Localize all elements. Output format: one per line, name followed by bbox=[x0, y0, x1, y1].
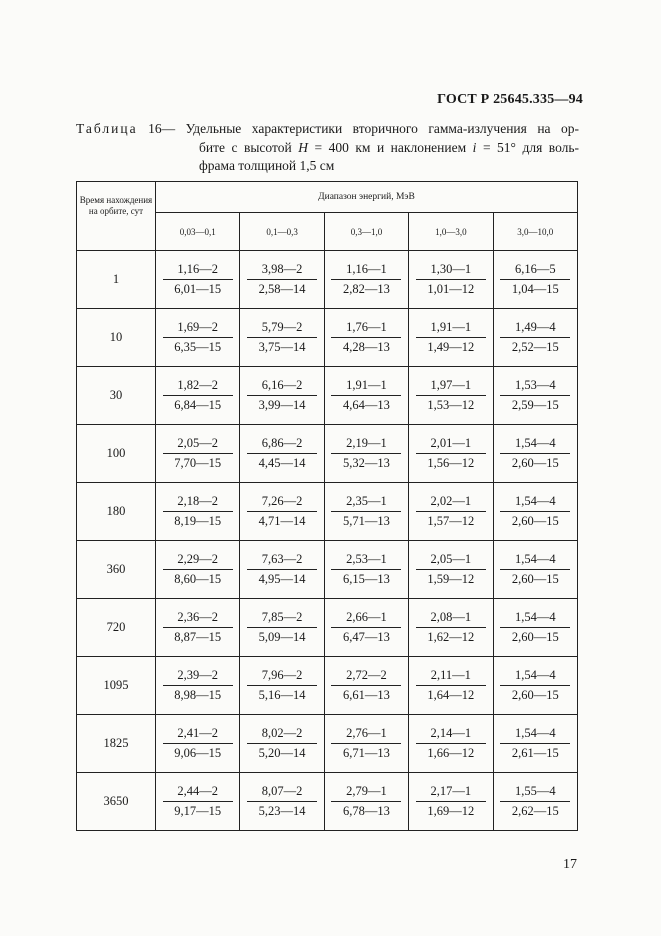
value-pair bbox=[409, 378, 492, 413]
value-pair bbox=[409, 494, 492, 529]
value-cell bbox=[156, 541, 240, 599]
value-pair bbox=[240, 726, 323, 761]
value-pair bbox=[325, 552, 408, 587]
numerator-value: 7,96—2 bbox=[247, 668, 317, 686]
value-pair bbox=[325, 320, 408, 355]
denominator-value: 4,64—13 bbox=[343, 398, 390, 412]
value-cell bbox=[409, 773, 493, 831]
value-pair bbox=[409, 552, 492, 587]
numerator-value: 1,54—4 bbox=[500, 610, 570, 628]
value-pair bbox=[156, 784, 239, 819]
denominator-value: 1,56—12 bbox=[427, 456, 475, 470]
denominator-value: 5,20—14 bbox=[258, 746, 306, 760]
time-cell: 1095 bbox=[77, 657, 156, 715]
value-cell bbox=[156, 483, 240, 541]
time-cell: 3650 bbox=[77, 773, 156, 831]
value-pair bbox=[325, 494, 408, 529]
denominator-value: 6,35—15 bbox=[174, 340, 222, 354]
denominator-value: 3,99—14 bbox=[258, 398, 306, 412]
denominator-value: 2,52—15 bbox=[511, 340, 559, 354]
time-cell: 100 bbox=[77, 425, 156, 483]
denominator-value: 2,60—15 bbox=[511, 572, 559, 586]
time-cell: 720 bbox=[77, 599, 156, 657]
numerator-value: 1,53—4 bbox=[500, 378, 570, 396]
value-pair bbox=[409, 726, 492, 761]
numerator-value: 2,79—1 bbox=[331, 784, 401, 802]
value-pair bbox=[240, 494, 323, 529]
value-pair bbox=[409, 320, 492, 355]
value-pair bbox=[409, 784, 492, 819]
table-row bbox=[77, 483, 578, 541]
denominator-value: 5,23—14 bbox=[258, 804, 306, 818]
value-cell bbox=[240, 599, 324, 657]
value-pair bbox=[494, 494, 577, 529]
value-pair bbox=[325, 784, 408, 819]
numerator-value: 2,08—1 bbox=[416, 610, 486, 628]
value-pair bbox=[325, 262, 408, 297]
value-cell bbox=[409, 425, 493, 483]
caption-text-1: — Удельные характеристики вторичного гамма-излучения на ор- bbox=[161, 121, 580, 136]
table-row bbox=[77, 657, 578, 715]
denominator-value: 5,16—14 bbox=[258, 688, 306, 702]
value-pair bbox=[494, 320, 577, 355]
value-cell bbox=[156, 599, 240, 657]
value-cell bbox=[493, 773, 577, 831]
value-cell bbox=[493, 367, 577, 425]
numerator-value: 2,14—1 bbox=[416, 726, 486, 744]
value-pair bbox=[494, 552, 577, 587]
numerator-value: 1,16—2 bbox=[163, 262, 233, 280]
value-cell bbox=[240, 715, 324, 773]
table-row bbox=[77, 367, 578, 425]
denominator-value: 4,71—14 bbox=[258, 514, 306, 528]
numerator-value: 1,55—4 bbox=[500, 784, 570, 802]
denominator-value: 5,71—13 bbox=[343, 514, 390, 528]
numerator-value: 2,19—1 bbox=[331, 436, 401, 454]
value-pair bbox=[494, 668, 577, 703]
caption-line-1 bbox=[76, 120, 579, 139]
value-cell bbox=[324, 483, 408, 541]
value-cell bbox=[324, 773, 408, 831]
denominator-value: 1,66—12 bbox=[427, 746, 475, 760]
value-cell bbox=[409, 715, 493, 773]
numerator-value: 1,30—1 bbox=[416, 262, 486, 280]
value-cell bbox=[493, 309, 577, 367]
value-pair bbox=[494, 378, 577, 413]
table-row bbox=[77, 309, 578, 367]
value-cell bbox=[324, 251, 408, 309]
value-pair bbox=[494, 436, 577, 471]
time-cell: 10 bbox=[77, 309, 156, 367]
numerator-value: 2,17—1 bbox=[416, 784, 486, 802]
numerator-value: 2,39—2 bbox=[163, 668, 233, 686]
numerator-value: 1,49—4 bbox=[500, 320, 570, 338]
value-cell bbox=[409, 483, 493, 541]
numerator-value: 1,97—1 bbox=[416, 378, 486, 396]
value-cell bbox=[493, 483, 577, 541]
value-pair bbox=[156, 610, 239, 645]
numerator-value: 7,63—2 bbox=[247, 552, 317, 570]
denominator-value: 8,60—15 bbox=[174, 572, 222, 586]
denominator-value: 1,01—12 bbox=[427, 282, 475, 296]
value-cell bbox=[240, 367, 324, 425]
value-cell bbox=[240, 425, 324, 483]
value-pair bbox=[409, 610, 492, 645]
denominator-value: 1,57—12 bbox=[427, 514, 475, 528]
value-cell bbox=[324, 309, 408, 367]
value-cell bbox=[409, 657, 493, 715]
numerator-value: 7,26—2 bbox=[247, 494, 317, 512]
numerator-value: 2,01—1 bbox=[416, 436, 486, 454]
denominator-value: 2,60—15 bbox=[511, 514, 559, 528]
value-cell bbox=[409, 599, 493, 657]
numerator-value: 1,91—1 bbox=[331, 378, 401, 396]
denominator-value: 6,61—13 bbox=[343, 688, 390, 702]
value-pair bbox=[240, 378, 323, 413]
document-code: ГОСТ Р 25645.335—94 bbox=[437, 92, 583, 107]
value-cell bbox=[240, 309, 324, 367]
value-cell bbox=[409, 251, 493, 309]
caption-label: Таблица bbox=[76, 121, 138, 136]
numerator-value: 1,54—4 bbox=[500, 494, 570, 512]
value-pair bbox=[156, 378, 239, 413]
denominator-value: 8,98—15 bbox=[174, 688, 222, 702]
value-pair bbox=[240, 320, 323, 355]
value-pair bbox=[156, 668, 239, 703]
value-pair bbox=[409, 668, 492, 703]
denominator-value: 9,17—15 bbox=[174, 804, 222, 818]
denominator-value: 2,60—15 bbox=[511, 630, 559, 644]
denominator-value: 1,64—12 bbox=[427, 688, 475, 702]
value-pair bbox=[409, 436, 492, 471]
denominator-value: 4,28—13 bbox=[343, 340, 390, 354]
numerator-value: 2,02—1 bbox=[416, 494, 486, 512]
time-cell: 1825 bbox=[77, 715, 156, 773]
denominator-value: 7,70—15 bbox=[174, 456, 222, 470]
numerator-value: 2,18—2 bbox=[163, 494, 233, 512]
numerator-value: 7,85—2 bbox=[247, 610, 317, 628]
denominator-value: 1,59—12 bbox=[427, 572, 475, 586]
caption-line-3: фрама толщиной 1,5 см bbox=[199, 158, 335, 173]
value-pair bbox=[240, 436, 323, 471]
denominator-value: 8,19—15 bbox=[174, 514, 222, 528]
denominator-value: 2,60—15 bbox=[511, 688, 559, 702]
numerator-value: 1,54—4 bbox=[500, 552, 570, 570]
value-cell bbox=[324, 599, 408, 657]
value-cell bbox=[493, 715, 577, 773]
value-pair bbox=[494, 784, 577, 819]
value-cell bbox=[409, 309, 493, 367]
value-pair bbox=[325, 378, 408, 413]
denominator-value: 6,71—13 bbox=[343, 746, 390, 760]
value-pair bbox=[494, 262, 577, 297]
range-subheader: 0,3—1,0 bbox=[324, 213, 408, 251]
denominator-value: 2,61—15 bbox=[511, 746, 559, 760]
value-pair bbox=[156, 494, 239, 529]
numerator-value: 6,16—2 bbox=[247, 378, 317, 396]
denominator-value: 6,01—15 bbox=[174, 282, 222, 296]
value-cell bbox=[156, 425, 240, 483]
range-subheader: 1,0—3,0 bbox=[409, 213, 493, 251]
value-pair bbox=[240, 552, 323, 587]
numerator-value: 2,35—1 bbox=[331, 494, 401, 512]
caption-line-2 bbox=[76, 139, 579, 158]
data-table bbox=[76, 181, 578, 831]
value-pair bbox=[240, 784, 323, 819]
denominator-value: 1,04—15 bbox=[511, 282, 559, 296]
table-row bbox=[77, 599, 578, 657]
value-cell bbox=[156, 251, 240, 309]
denominator-value: 5,09—14 bbox=[258, 630, 306, 644]
value-pair bbox=[156, 262, 239, 297]
value-cell bbox=[156, 309, 240, 367]
value-cell bbox=[493, 599, 577, 657]
value-pair bbox=[156, 436, 239, 471]
table-row bbox=[77, 425, 578, 483]
time-cell: 180 bbox=[77, 483, 156, 541]
time-cell: 1 bbox=[77, 251, 156, 309]
numerator-value: 2,05—1 bbox=[416, 552, 486, 570]
denominator-value: 6,15—13 bbox=[343, 572, 390, 586]
numerator-value: 2,76—1 bbox=[331, 726, 401, 744]
denominator-value: 6,84—15 bbox=[174, 398, 222, 412]
denominator-value: 6,47—13 bbox=[343, 630, 390, 644]
numerator-value: 1,69—2 bbox=[163, 320, 233, 338]
value-cell bbox=[156, 367, 240, 425]
caption-text-2c: = 51° для воль- bbox=[476, 139, 580, 155]
value-cell bbox=[156, 773, 240, 831]
energy-range-header: Диапазон энергий, МэВ bbox=[156, 182, 578, 213]
numerator-value: 1,82—2 bbox=[163, 378, 233, 396]
value-cell bbox=[493, 541, 577, 599]
value-cell bbox=[240, 657, 324, 715]
table-row bbox=[77, 541, 578, 599]
numerator-value: 1,16—1 bbox=[331, 262, 401, 280]
time-cell: 30 bbox=[77, 367, 156, 425]
numerator-value: 1,54—4 bbox=[500, 436, 570, 454]
table-caption bbox=[76, 120, 579, 176]
table-row bbox=[77, 251, 578, 309]
value-pair bbox=[325, 668, 408, 703]
numerator-value: 8,07—2 bbox=[247, 784, 317, 802]
caption-text-2b: = 400 км и наклонением bbox=[307, 139, 467, 155]
denominator-value: 8,87—15 bbox=[174, 630, 222, 644]
denominator-value: 2,82—13 bbox=[343, 282, 390, 296]
value-pair bbox=[240, 668, 323, 703]
value-cell bbox=[493, 425, 577, 483]
time-cell: 360 bbox=[77, 541, 156, 599]
numerator-value: 6,86—2 bbox=[247, 436, 317, 454]
table-row bbox=[77, 773, 578, 831]
numerator-value: 3,98—2 bbox=[247, 262, 317, 280]
value-pair bbox=[409, 262, 492, 297]
numerator-value: 2,53—1 bbox=[331, 552, 401, 570]
denominator-value: 1,53—12 bbox=[427, 398, 475, 412]
table-row bbox=[77, 715, 578, 773]
value-cell bbox=[324, 541, 408, 599]
denominator-value: 2,59—15 bbox=[511, 398, 559, 412]
value-pair bbox=[240, 262, 323, 297]
value-cell bbox=[240, 541, 324, 599]
value-pair bbox=[156, 726, 239, 761]
numerator-value: 2,05—2 bbox=[163, 436, 233, 454]
numerator-value: 2,44—2 bbox=[163, 784, 233, 802]
range-subheader: 0,1—0,3 bbox=[240, 213, 324, 251]
numerator-value: 2,36—2 bbox=[163, 610, 233, 628]
page-number: 17 bbox=[563, 857, 577, 872]
denominator-value: 3,75—14 bbox=[258, 340, 306, 354]
caption-var-h: H bbox=[298, 139, 308, 155]
denominator-value: 6,78—13 bbox=[343, 804, 390, 818]
range-subheader: 3,0—10,0 bbox=[493, 213, 577, 251]
value-pair bbox=[325, 436, 408, 471]
numerator-value: 2,11—1 bbox=[416, 668, 486, 686]
denominator-value: 4,45—14 bbox=[258, 456, 306, 470]
value-cell bbox=[240, 483, 324, 541]
numerator-value: 1,76—1 bbox=[331, 320, 401, 338]
value-pair bbox=[156, 320, 239, 355]
denominator-value: 5,32—13 bbox=[343, 456, 390, 470]
caption-var-i: i bbox=[472, 139, 477, 155]
value-pair bbox=[325, 610, 408, 645]
denominator-value: 2,60—15 bbox=[511, 456, 559, 470]
value-pair bbox=[156, 552, 239, 587]
value-cell bbox=[493, 657, 577, 715]
value-cell bbox=[324, 715, 408, 773]
numerator-value: 2,29—2 bbox=[163, 552, 233, 570]
value-cell bbox=[324, 425, 408, 483]
numerator-value: 2,66—1 bbox=[331, 610, 401, 628]
denominator-value: 1,62—12 bbox=[427, 630, 475, 644]
denominator-value: 9,06—15 bbox=[174, 746, 222, 760]
value-cell bbox=[156, 715, 240, 773]
numerator-value: 2,41—2 bbox=[163, 726, 233, 744]
value-pair bbox=[325, 726, 408, 761]
denominator-value: 1,69—12 bbox=[427, 804, 475, 818]
time-column-header: Время нахождения на орбите, сут bbox=[77, 182, 156, 251]
numerator-value: 5,79—2 bbox=[247, 320, 317, 338]
value-cell bbox=[324, 367, 408, 425]
numerator-value: 1,54—4 bbox=[500, 668, 570, 686]
value-cell bbox=[240, 251, 324, 309]
value-pair bbox=[494, 610, 577, 645]
range-subheader: 0,03—0,1 bbox=[156, 213, 240, 251]
value-cell bbox=[493, 251, 577, 309]
caption-text-2a: бите с высотой bbox=[199, 139, 292, 155]
value-pair bbox=[494, 726, 577, 761]
value-cell bbox=[240, 773, 324, 831]
numerator-value: 6,16—5 bbox=[500, 262, 570, 280]
value-cell bbox=[156, 657, 240, 715]
value-cell bbox=[409, 541, 493, 599]
denominator-value: 2,58—14 bbox=[258, 282, 306, 296]
denominator-value: 4,95—14 bbox=[258, 572, 306, 586]
denominator-value: 2,62—15 bbox=[511, 804, 559, 818]
denominator-value: 1,49—12 bbox=[427, 340, 475, 354]
numerator-value: 2,72—2 bbox=[331, 668, 401, 686]
value-pair bbox=[240, 610, 323, 645]
value-cell bbox=[409, 367, 493, 425]
numerator-value: 1,91—1 bbox=[416, 320, 486, 338]
numerator-value: 8,02—2 bbox=[247, 726, 317, 744]
numerator-value: 1,54—4 bbox=[500, 726, 570, 744]
caption-number: 16 bbox=[148, 121, 162, 136]
value-cell bbox=[324, 657, 408, 715]
